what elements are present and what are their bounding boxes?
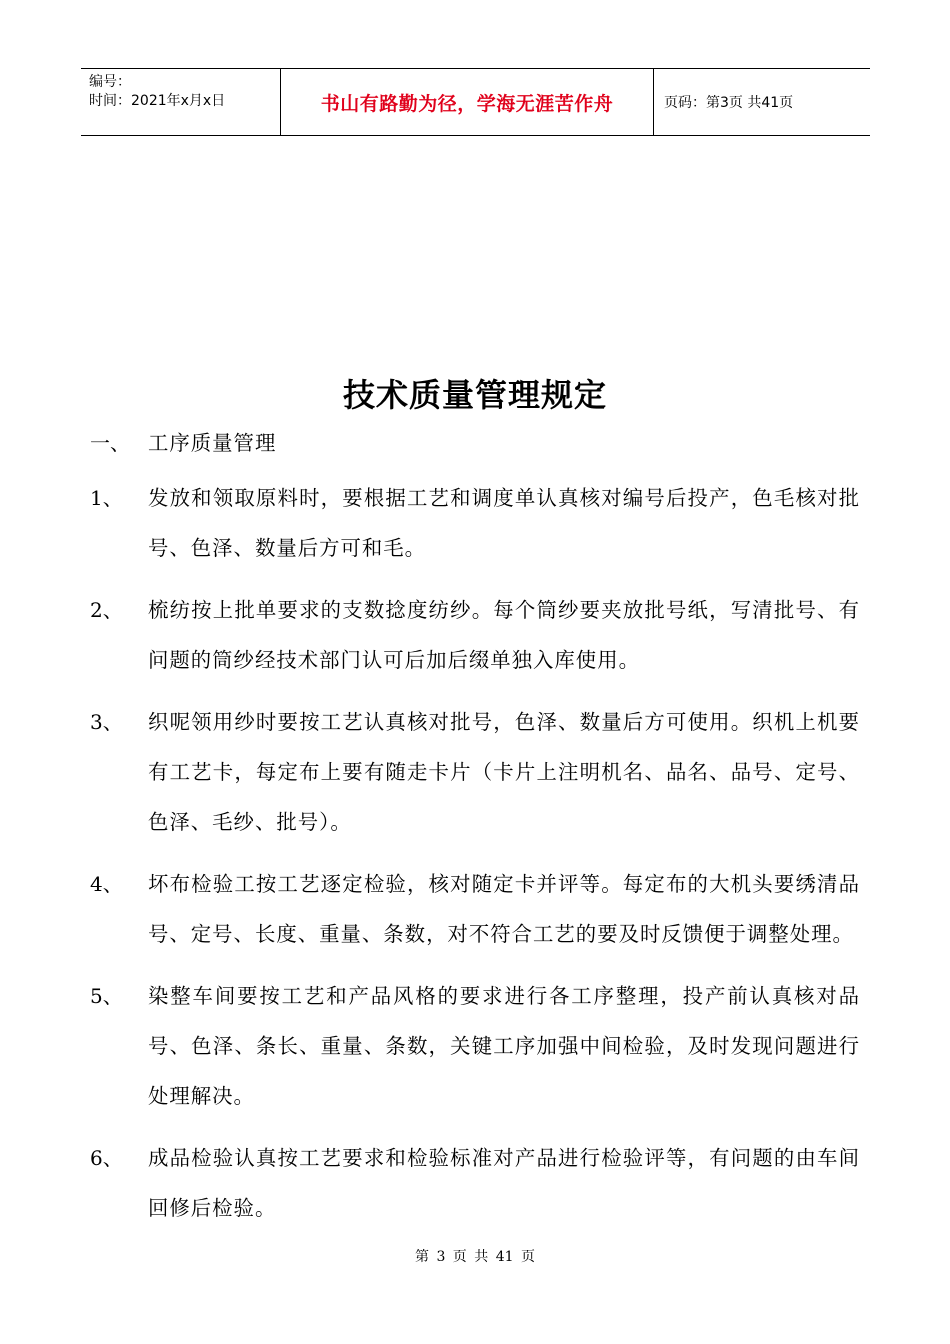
header-code-label: 编号： bbox=[89, 74, 131, 90]
item-text: 染整车间要按工艺和产品风格的要求进行各工序整理，投产前认真核对品号、色泽、条长、重量、条数，关键工序加强中间检验，及时发现问题进行处理解决。 bbox=[148, 984, 860, 1108]
list-item bbox=[90, 1133, 870, 1233]
document-title: 技术质量管理规定 bbox=[342, 376, 607, 414]
item-number: 3、 bbox=[90, 710, 123, 734]
section-heading bbox=[90, 425, 870, 461]
document-body bbox=[90, 425, 870, 1233]
header-time-label: 时间：2021年x月x日 bbox=[89, 93, 226, 109]
item-number: 4、 bbox=[90, 872, 123, 896]
list-item bbox=[90, 859, 870, 959]
page-footer: 第 3 页 共 41 页 bbox=[415, 1249, 535, 1265]
page-header bbox=[81, 68, 870, 136]
item-text: 梳纺按上批单要求的支数捻度纺纱。每个筒纱要夹放批号纸，写清批号、有问题的筒纱经技术部门认可后加后缀单独入库使用。 bbox=[148, 598, 860, 672]
item-text: 坏布检验工按工艺逐定检验，核对随定卡并评等。每定布的大机头要绣清品号、定号、长度、重量、条数，对不符合工艺的要及时反馈便于调整处理。 bbox=[148, 872, 860, 946]
section-title: 工序质量管理 bbox=[148, 431, 277, 455]
list-item bbox=[90, 697, 870, 847]
item-text: 织呢领用纱时要按工艺认真核对批号，色泽、数量后方可使用。织机上机要有工艺卡，每定布上要有随走卡片（卡片上注明机名、品名、品号、定号、色泽、毛纱、批号）。 bbox=[148, 710, 860, 834]
item-number: 1、 bbox=[90, 486, 123, 510]
list-item bbox=[90, 473, 870, 573]
list-item bbox=[90, 585, 870, 685]
list-item bbox=[90, 971, 870, 1121]
item-number: 5、 bbox=[90, 984, 123, 1008]
header-motto: 书山有路勤为径，学海无涯苦作舟 bbox=[281, 69, 654, 135]
item-text: 发放和领取原料时，要根据工艺和调度单认真核对编号后投产，色毛核对批号、色泽、数量后方可和毛。 bbox=[148, 486, 860, 560]
section-number: 一、 bbox=[90, 431, 130, 455]
header-page-info: 页码：第3页 共41页 bbox=[664, 95, 794, 111]
item-text: 成品检验认真按工艺要求和检验标准对产品进行检验评等，有问题的由车间回修后检验。 bbox=[148, 1146, 860, 1220]
item-number: 2、 bbox=[90, 598, 123, 622]
header-meta-cell bbox=[81, 69, 281, 135]
item-number: 6、 bbox=[90, 1146, 123, 1170]
